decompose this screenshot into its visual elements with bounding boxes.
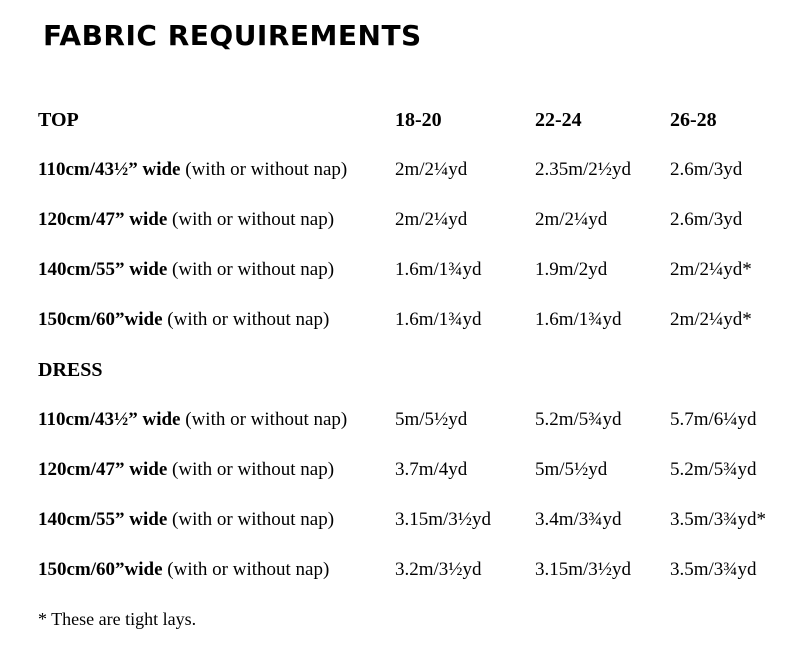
table-row	[0, 155, 800, 185]
amount-cell: 2m/2¼yd	[395, 209, 468, 230]
amount-cell: 2m/2¼yd	[535, 209, 608, 230]
table-row	[0, 405, 800, 435]
nap-note: (with or without nap)	[172, 259, 335, 280]
amount-cell: 3.4m/3¾yd	[535, 509, 622, 530]
nap-note: (with or without nap)	[167, 559, 330, 580]
fabric-width-cell	[38, 455, 334, 485]
amount-cell: 3.15m/3½yd	[395, 509, 492, 530]
fabric-width: 110cm/43½” wide	[38, 409, 181, 430]
section-label-dress: DRESS	[38, 359, 103, 381]
amount-cell: 5.7m/6¼yd	[670, 409, 757, 430]
fabric-width: 140cm/55” wide	[38, 509, 168, 530]
amount-cell: 3.2m/3½yd	[395, 559, 482, 580]
nap-note: (with or without nap)	[172, 459, 335, 480]
page-title: FABRIC REQUIREMENTS	[43, 19, 422, 52]
amount-cell: 2m/2¼yd*	[670, 309, 752, 330]
amount-cell: 5.2m/5¾yd	[535, 409, 622, 430]
table-row	[0, 305, 800, 335]
fabric-width: 150cm/60”wide	[38, 559, 163, 580]
amount-cell: 3.15m/3½yd	[535, 559, 632, 580]
fabric-width-cell	[38, 305, 329, 335]
table-row	[0, 505, 800, 535]
amount-cell: 2m/2¼yd	[395, 159, 468, 180]
nap-note: (with or without nap)	[172, 509, 335, 530]
fabric-width: 120cm/47” wide	[38, 209, 168, 230]
fabric-width: 150cm/60”wide	[38, 309, 163, 330]
amount-cell: 5m/5½yd	[395, 409, 468, 430]
size-header-26-28: 26-28	[670, 109, 717, 131]
amount-cell: 3.5m/3¾yd	[670, 559, 757, 580]
amount-cell: 1.9m/2yd	[535, 259, 608, 280]
fabric-width-cell	[38, 505, 334, 535]
size-header-22-24: 22-24	[535, 109, 582, 131]
amount-cell: 3.7m/4yd	[395, 459, 468, 480]
fabric-width-cell	[38, 405, 347, 435]
nap-note: (with or without nap)	[172, 209, 335, 230]
amount-cell: 2.6m/3yd	[670, 209, 743, 230]
nap-note: (with or without nap)	[167, 309, 330, 330]
table-row	[0, 455, 800, 485]
fabric-width-cell	[38, 205, 334, 235]
amount-cell: 1.6m/1¾yd	[395, 309, 482, 330]
fabric-width-cell	[38, 555, 329, 585]
nap-note: (with or without nap)	[185, 159, 348, 180]
amount-cell: 3.5m/3¾yd*	[670, 509, 767, 530]
footnote: * These are tight lays.	[38, 609, 197, 629]
table-row	[0, 555, 800, 585]
amount-cell: 5.2m/5¾yd	[670, 459, 757, 480]
fabric-width: 110cm/43½” wide	[38, 159, 181, 180]
amount-cell: 2m/2¼yd*	[670, 259, 752, 280]
fabric-width-cell	[38, 155, 347, 185]
amount-cell: 5m/5½yd	[535, 459, 608, 480]
table-row	[0, 255, 800, 285]
dress-header-row	[0, 355, 800, 385]
fabric-width: 120cm/47” wide	[38, 459, 168, 480]
nap-note: (with or without nap)	[185, 409, 348, 430]
amount-cell: 1.6m/1¾yd	[395, 259, 482, 280]
top-header-row	[0, 105, 800, 135]
fabric-width: 140cm/55” wide	[38, 259, 168, 280]
section-label-top: TOP	[38, 109, 79, 131]
size-header-18-20: 18-20	[395, 109, 442, 131]
fabric-width-cell	[38, 255, 334, 285]
amount-cell: 2.35m/2½yd	[535, 159, 632, 180]
table-row	[0, 205, 800, 235]
amount-cell: 2.6m/3yd	[670, 159, 743, 180]
amount-cell: 1.6m/1¾yd	[535, 309, 622, 330]
